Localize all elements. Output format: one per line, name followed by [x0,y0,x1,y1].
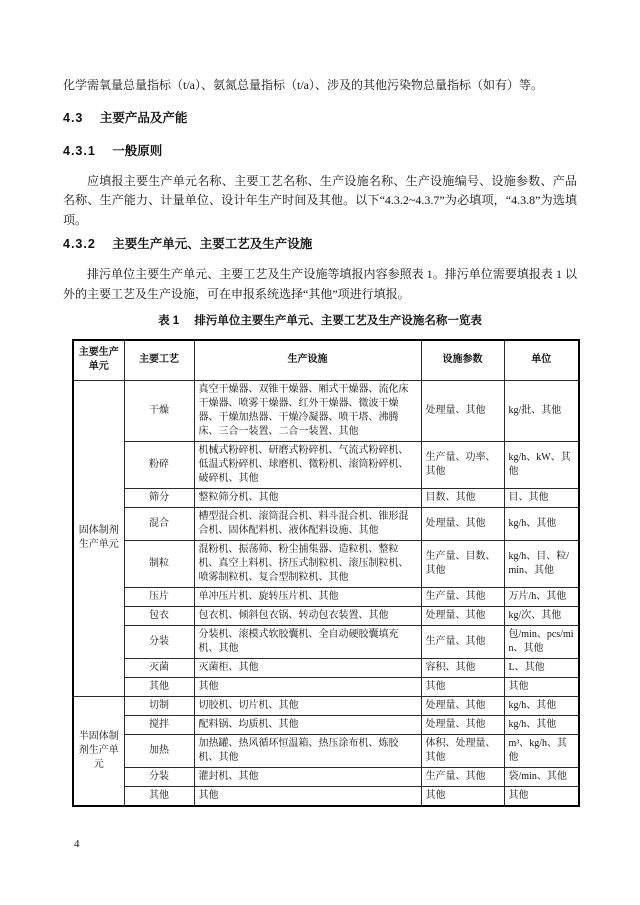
table-row [73,540,579,587]
process-cell: 加热 [124,734,194,767]
uom-cell: 目、其他 [504,488,579,507]
production-facilities-table [72,339,580,807]
process-cell: 灭菌 [124,658,194,677]
process-cell: 分装 [124,767,194,786]
param-cell: 目数、其他 [421,488,504,507]
facility-cell: 槽型混合机、滚筒混合机、料斗混合机、锥形混合机、固体配料机、液体配料设施、其他 [194,507,421,540]
header-cell-units: 单位 [504,340,579,380]
section-heading-4-3-2 [63,236,577,253]
heading-number: 4.3.2 [63,237,96,251]
param-cell: 生产量、其他 [421,625,504,658]
uom-cell: 袋/min、其他 [504,767,579,786]
uom-cell: kg/h、kW、其他 [504,441,579,488]
paragraph-4-3-1: 应填报主要生产单元名称、主要工艺名称、生产设施名称、生产设施编号、设施参数、产品名称、生产能力、计量单位、设计年生产时间及其他。以下“4.3.2~4.3.7”为必填项，“4.3.8”为选填项。 [63,173,577,227]
param-cell: 处理量、其他 [421,507,504,540]
facility-cell: 灌封机、其他 [194,767,421,786]
header-cell-process: 主要工艺 [124,340,194,380]
param-cell: 体积、处理量、其他 [421,734,504,767]
paragraph-4-3-2: 排污单位主要生产单元、主要工艺及生产设施等填报内容参照表 1。排污单位需要填报表 1 以外的主要工艺及生产设施，可在申报系统选择“其他”项进行填报。 [63,267,577,301]
header-cell-facilities: 生产设施 [194,340,421,380]
uom-cell: m³、kg/h、其他 [504,734,579,767]
table-row [73,786,579,806]
table-caption-label: 表 1 [158,315,180,327]
header-cell-params: 设施参数 [421,340,504,380]
heading-number: 4.3.1 [63,143,96,158]
uom-cell: kg/次、其他 [504,606,579,625]
param-cell: 生产量、其他 [421,767,504,786]
param-cell: 处理量、其他 [421,696,504,715]
uom-cell: kg/批、其他 [504,380,579,441]
table-row [73,734,579,767]
production-unit-cell: 半固体制剂生产单元 [73,696,124,806]
facility-cell: 混粉机、振荡筛、粉尘捕集器、造粒机、整粒机、真空上料机、挤压式制粒机、滚压制粒机、喷雾制粒机、复合型制粒机、其他 [194,540,421,587]
table-body [73,380,579,806]
table-row [73,488,579,507]
param-cell: 其他 [421,786,504,806]
process-cell: 包衣 [124,606,194,625]
facility-cell: 真空干燥器、双锥干燥器、厢式干燥器、流化床干燥器、喷雾干燥器、红外干燥器、微波干燥器、干燥加热器、干燥冷凝器、喷干塔、沸腾床、三合一装置、二合一装置、其他 [194,380,421,441]
facility-cell: 整粒筛分机、其他 [194,488,421,507]
facility-cell: 切胶机、切片机、其他 [194,696,421,715]
facility-cell: 其他 [194,677,421,696]
table-row [73,606,579,625]
param-cell: 生产量、目数、其他 [421,540,504,587]
uom-cell: kg/h、目、粒/min、其他 [504,540,579,587]
section-heading-4-3-1 [63,143,577,160]
heading-title: 主要生产单元、主要工艺及生产设施 [112,237,313,251]
table-caption [63,312,577,328]
process-cell: 压片 [124,587,194,606]
heading-title: 主要产品及产能 [99,110,188,125]
facility-cell: 其他 [194,786,421,806]
facility-cell: 灭菌柜、其他 [194,658,421,677]
process-cell: 粉碎 [124,441,194,488]
table-caption-title: 排污单位主要生产单元、主要工艺及生产设施名称一览表 [194,315,482,327]
uom-cell: kg/h、其他 [504,696,579,715]
heading-number: 4.3 [63,110,84,125]
uom-cell: 其他 [504,786,579,806]
facility-cell: 单冲压片机、旋转压片机、其他 [194,587,421,606]
process-cell: 干燥 [124,380,194,441]
process-cell: 混合 [124,507,194,540]
param-cell: 容积、其他 [421,658,504,677]
table-row [73,587,579,606]
param-cell: 处理量、其他 [421,715,504,734]
facility-cell: 分装机、滚模式软胶囊机、全自动硬胶囊填充机、其他 [194,625,421,658]
uom-cell: kg/h、其他 [504,715,579,734]
facility-cell: 包衣机、倾斜包衣锅、转动包衣装置、其他 [194,606,421,625]
production-unit-cell: 固体制剂生产单元 [73,380,124,696]
header-cell-main-unit: 主要生产单元 [73,340,124,380]
table-row [73,715,579,734]
process-cell: 切制 [124,696,194,715]
heading-title: 一般原则 [112,143,163,158]
process-cell: 其他 [124,677,194,696]
process-cell: 筛分 [124,488,194,507]
param-cell: 处理量、其他 [421,380,504,441]
table-row [73,696,579,715]
table-row [73,380,579,441]
process-cell: 其他 [124,786,194,806]
uom-cell: 万片/h、其他 [504,587,579,606]
uom-cell: kg/h、其他 [504,507,579,540]
facility-cell: 机械式粉碎机、研磨式粉碎机、气流式粉碎机、低温式粉碎机、球磨机、微粉机、滚筒粉碎机、破碎机、其他 [194,441,421,488]
param-cell: 生产量、功率、其他 [421,441,504,488]
table-row [73,767,579,786]
section-heading-4-3 [63,110,577,127]
param-cell: 处理量、其他 [421,606,504,625]
uom-cell: 包/min、pcs/min、其他 [504,625,579,658]
param-cell: 其他 [421,677,504,696]
table-row [73,658,579,677]
process-cell: 搅拌 [124,715,194,734]
table-row [73,507,579,540]
table-row [73,625,579,658]
table-row [73,677,579,696]
uom-cell: L、其他 [504,658,579,677]
top-paragraph: 化学需氧量总量指标（t/a）、氨氮总量指标（t/a）、涉及的其他污染物总量指标（如有）等。 [63,78,543,92]
process-cell: 制粒 [124,540,194,587]
facility-cell: 加热罐、热风循环恒温箱、热压涂布机、炼胶机、其他 [194,734,421,767]
page-number: 4 [74,838,80,850]
uom-cell: 其他 [504,677,579,696]
param-cell: 生产量、其他 [421,587,504,606]
table-header-row [73,340,579,380]
table-row [73,441,579,488]
facility-cell: 配料锅、均质机、其他 [194,715,421,734]
process-cell: 分装 [124,625,194,658]
